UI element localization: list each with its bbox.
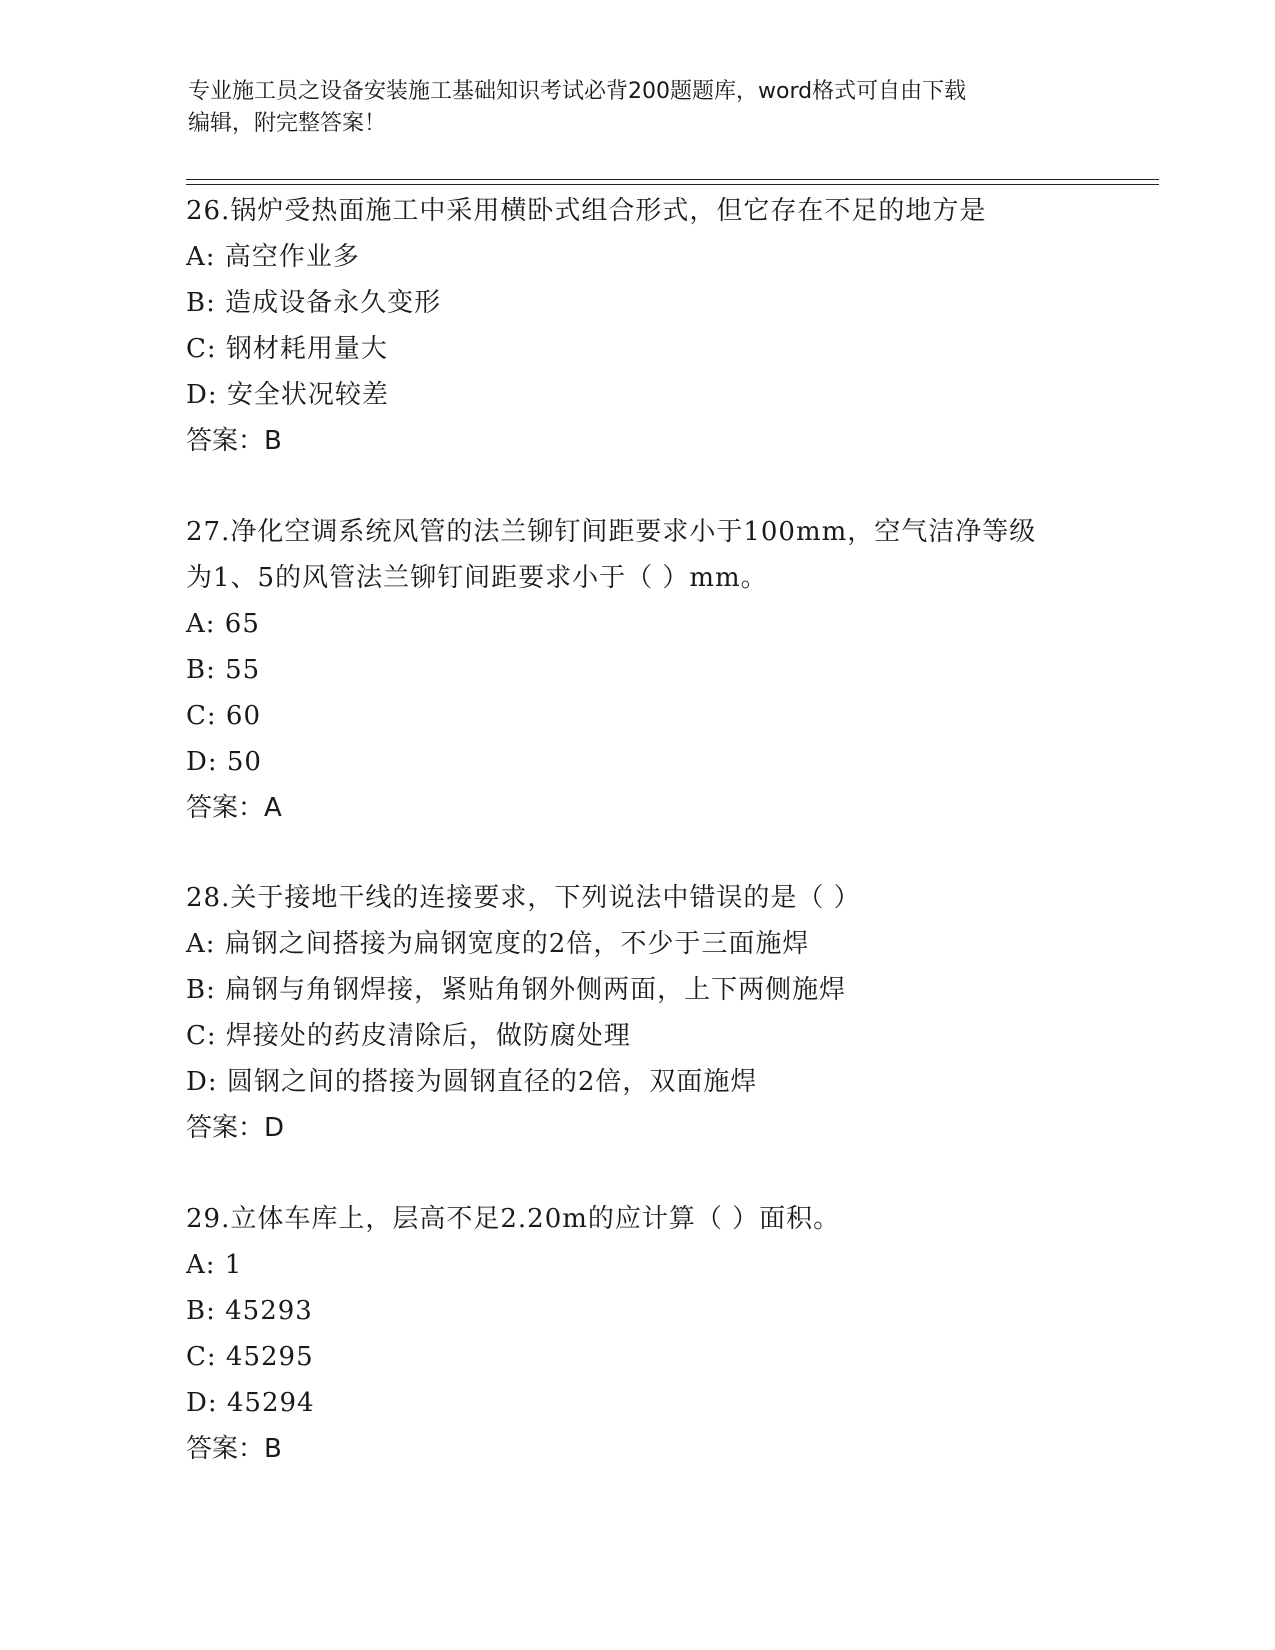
question-stem: 29.立体车库上，层高不足2.20m的应计算（ ）面积。 (186, 1204, 841, 1234)
question-26 (186, 188, 1086, 464)
option-c: C: 45295 (186, 1342, 314, 1372)
answer-label: 答案：A (186, 793, 282, 823)
option-d: D: 圆钢之间的搭接为圆钢直径的2倍，双面施焊 (186, 1067, 758, 1097)
option-c: C: 60 (186, 701, 262, 731)
document-header (188, 76, 1068, 140)
option-d: D: 安全状况较差 (186, 380, 389, 410)
header-line-1: 专业施工员之设备安装施工基础知识考试必背200题题库，word格式可自由下载 (188, 79, 967, 104)
question-stem: 27.净化空调系统风管的法兰铆钉间距要求小于100mm，空气洁净等级 (186, 517, 1037, 547)
option-c: C: 焊接处的药皮清除后，做防腐处理 (186, 1021, 631, 1051)
answer-label: 答案：B (186, 426, 282, 456)
option-c: C: 钢材耗用量大 (186, 334, 388, 364)
header-divider-top (186, 179, 1159, 180)
option-a: A: 高空作业多 (186, 242, 360, 272)
header-divider-bottom (186, 184, 1159, 185)
option-b: B: 造成设备永久变形 (186, 288, 442, 318)
option-a: A: 扁钢之间搭接为扁钢宽度的2倍，不少于三面施焊 (186, 929, 810, 959)
question-28 (186, 875, 1086, 1151)
option-b: B: 45293 (186, 1296, 313, 1326)
option-d: D: 50 (186, 747, 262, 777)
question-stem-continued: 为1、5的风管法兰铆钉间距要求小于（ ）mm。 (186, 563, 768, 593)
header-line-2: 编辑，附完整答案！ (188, 111, 387, 136)
answer-label: 答案：D (186, 1113, 285, 1143)
question-27 (186, 509, 1086, 831)
option-a: A: 1 (186, 1250, 243, 1280)
question-stem: 26.锅炉受热面施工中采用横卧式组合形式，但它存在不足的地方是 (186, 196, 987, 226)
option-a: A: 65 (186, 609, 260, 639)
answer-label: 答案：B (186, 1434, 282, 1464)
option-d: D: 45294 (186, 1388, 315, 1418)
question-29 (186, 1196, 1086, 1472)
question-stem: 28.关于接地干线的连接要求，下列说法中错误的是（ ） (186, 883, 861, 913)
option-b: B: 55 (186, 655, 261, 685)
option-b: B: 扁钢与角钢焊接，紧贴角钢外侧两面，上下两侧施焊 (186, 975, 847, 1005)
